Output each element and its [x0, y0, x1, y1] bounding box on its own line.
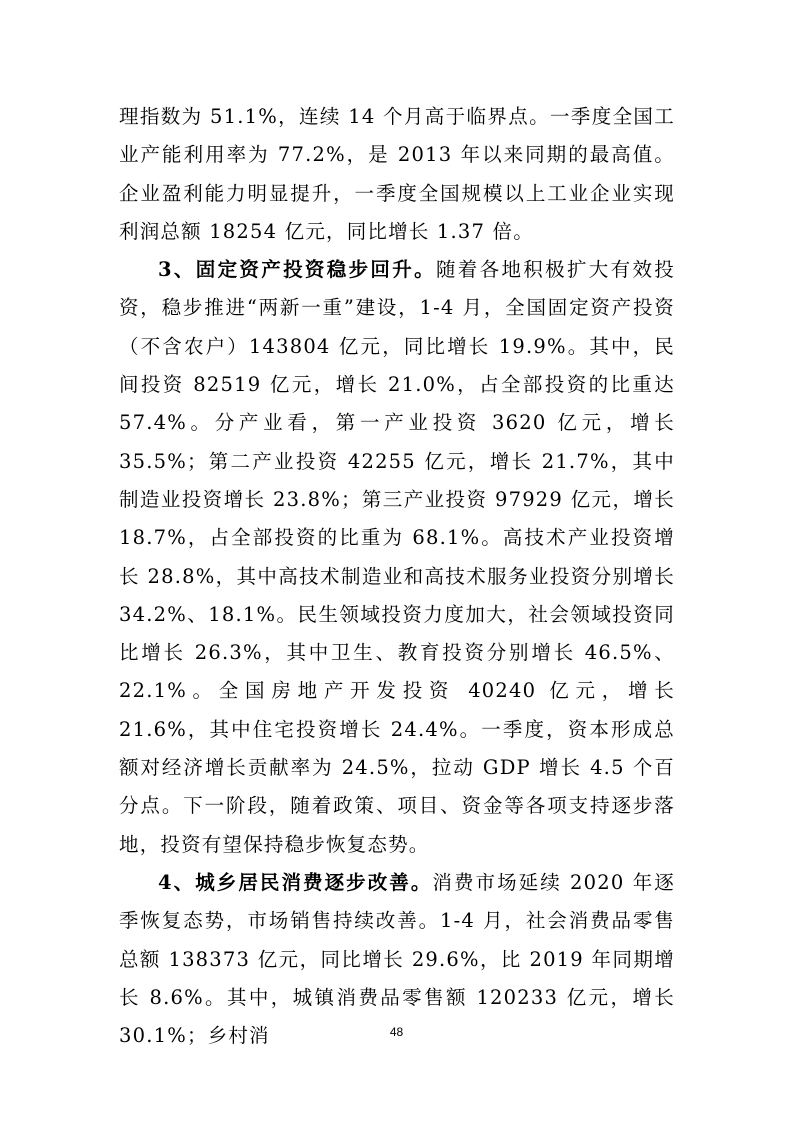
- paragraph-text: 随着各地积极扩大有效投资，稳步推进“两新一重”建设，1-4 月，全国固定资产投资（不含农户）143804 亿元，同比增长 19.9%。其中，民间投资 82519 亿元，增长 21.0%，占全部投资的比重达 57.4%。分产业看，第一产业投资 3620 亿元，增长 35.5%；第二产业投资 42255 亿元，增长 21.7%，其中制造业投资增长 23.8%；第三产业投资 97929 亿元，增长 18.7%，占全部投资的比重为 68.1%。高技术产业投资增长 28.8%，其中高技术制造业和高技术服务业投资分别增长 34.2%、18.1%。民生领域投资力度加大，社会领域投资同比增长 26.3%，其中卫生、教育投资分别增长 46.5%、22.1%。全国房地产开发投资 40240 亿元，增长 21.6%，其中住宅投资增长 24.4%。一季度，资本形成总额对经济增长贡献率为 24.5%，拉动 GDP 增长 4.5 个百分点。下一阶段，随着政策、项目、资金等各项支持逐步落地，投资有望保持稳步恢复态势。: [119, 258, 675, 856]
- paragraph-text: 理指数为 51.1%，连续 14 个月高于临界点。一季度全国工业产能利用率为 77.2%，是 2013 年以来同期的最高值。企业盈利能力明显提升，一季度全国规模以上工业企业实现利润总额 18254 亿元，同比增长 1.37 倍。: [119, 105, 675, 243]
- paragraph-heading: 3、固定资产投资稳步回升。: [158, 258, 436, 282]
- paragraph-industry-continued: [119, 98, 675, 251]
- paragraph-heading: 4、城乡居民消费逐步改善。: [158, 870, 433, 894]
- page-number: 48: [389, 1025, 404, 1039]
- document-body: [119, 98, 675, 1055]
- paragraph-text: 消费市场延续 2020 年逐季恢复态势，市场销售持续改善。1-4 月，社会消费品零售总额 138373 亿元，同比增长 29.6%，比 2019 年同期增长 8.6%。其中，城镇消费品零售额 120233 亿元，增长 30.1%；乡村消: [119, 870, 676, 1048]
- paragraph-fixed-asset-investment: [119, 251, 675, 864]
